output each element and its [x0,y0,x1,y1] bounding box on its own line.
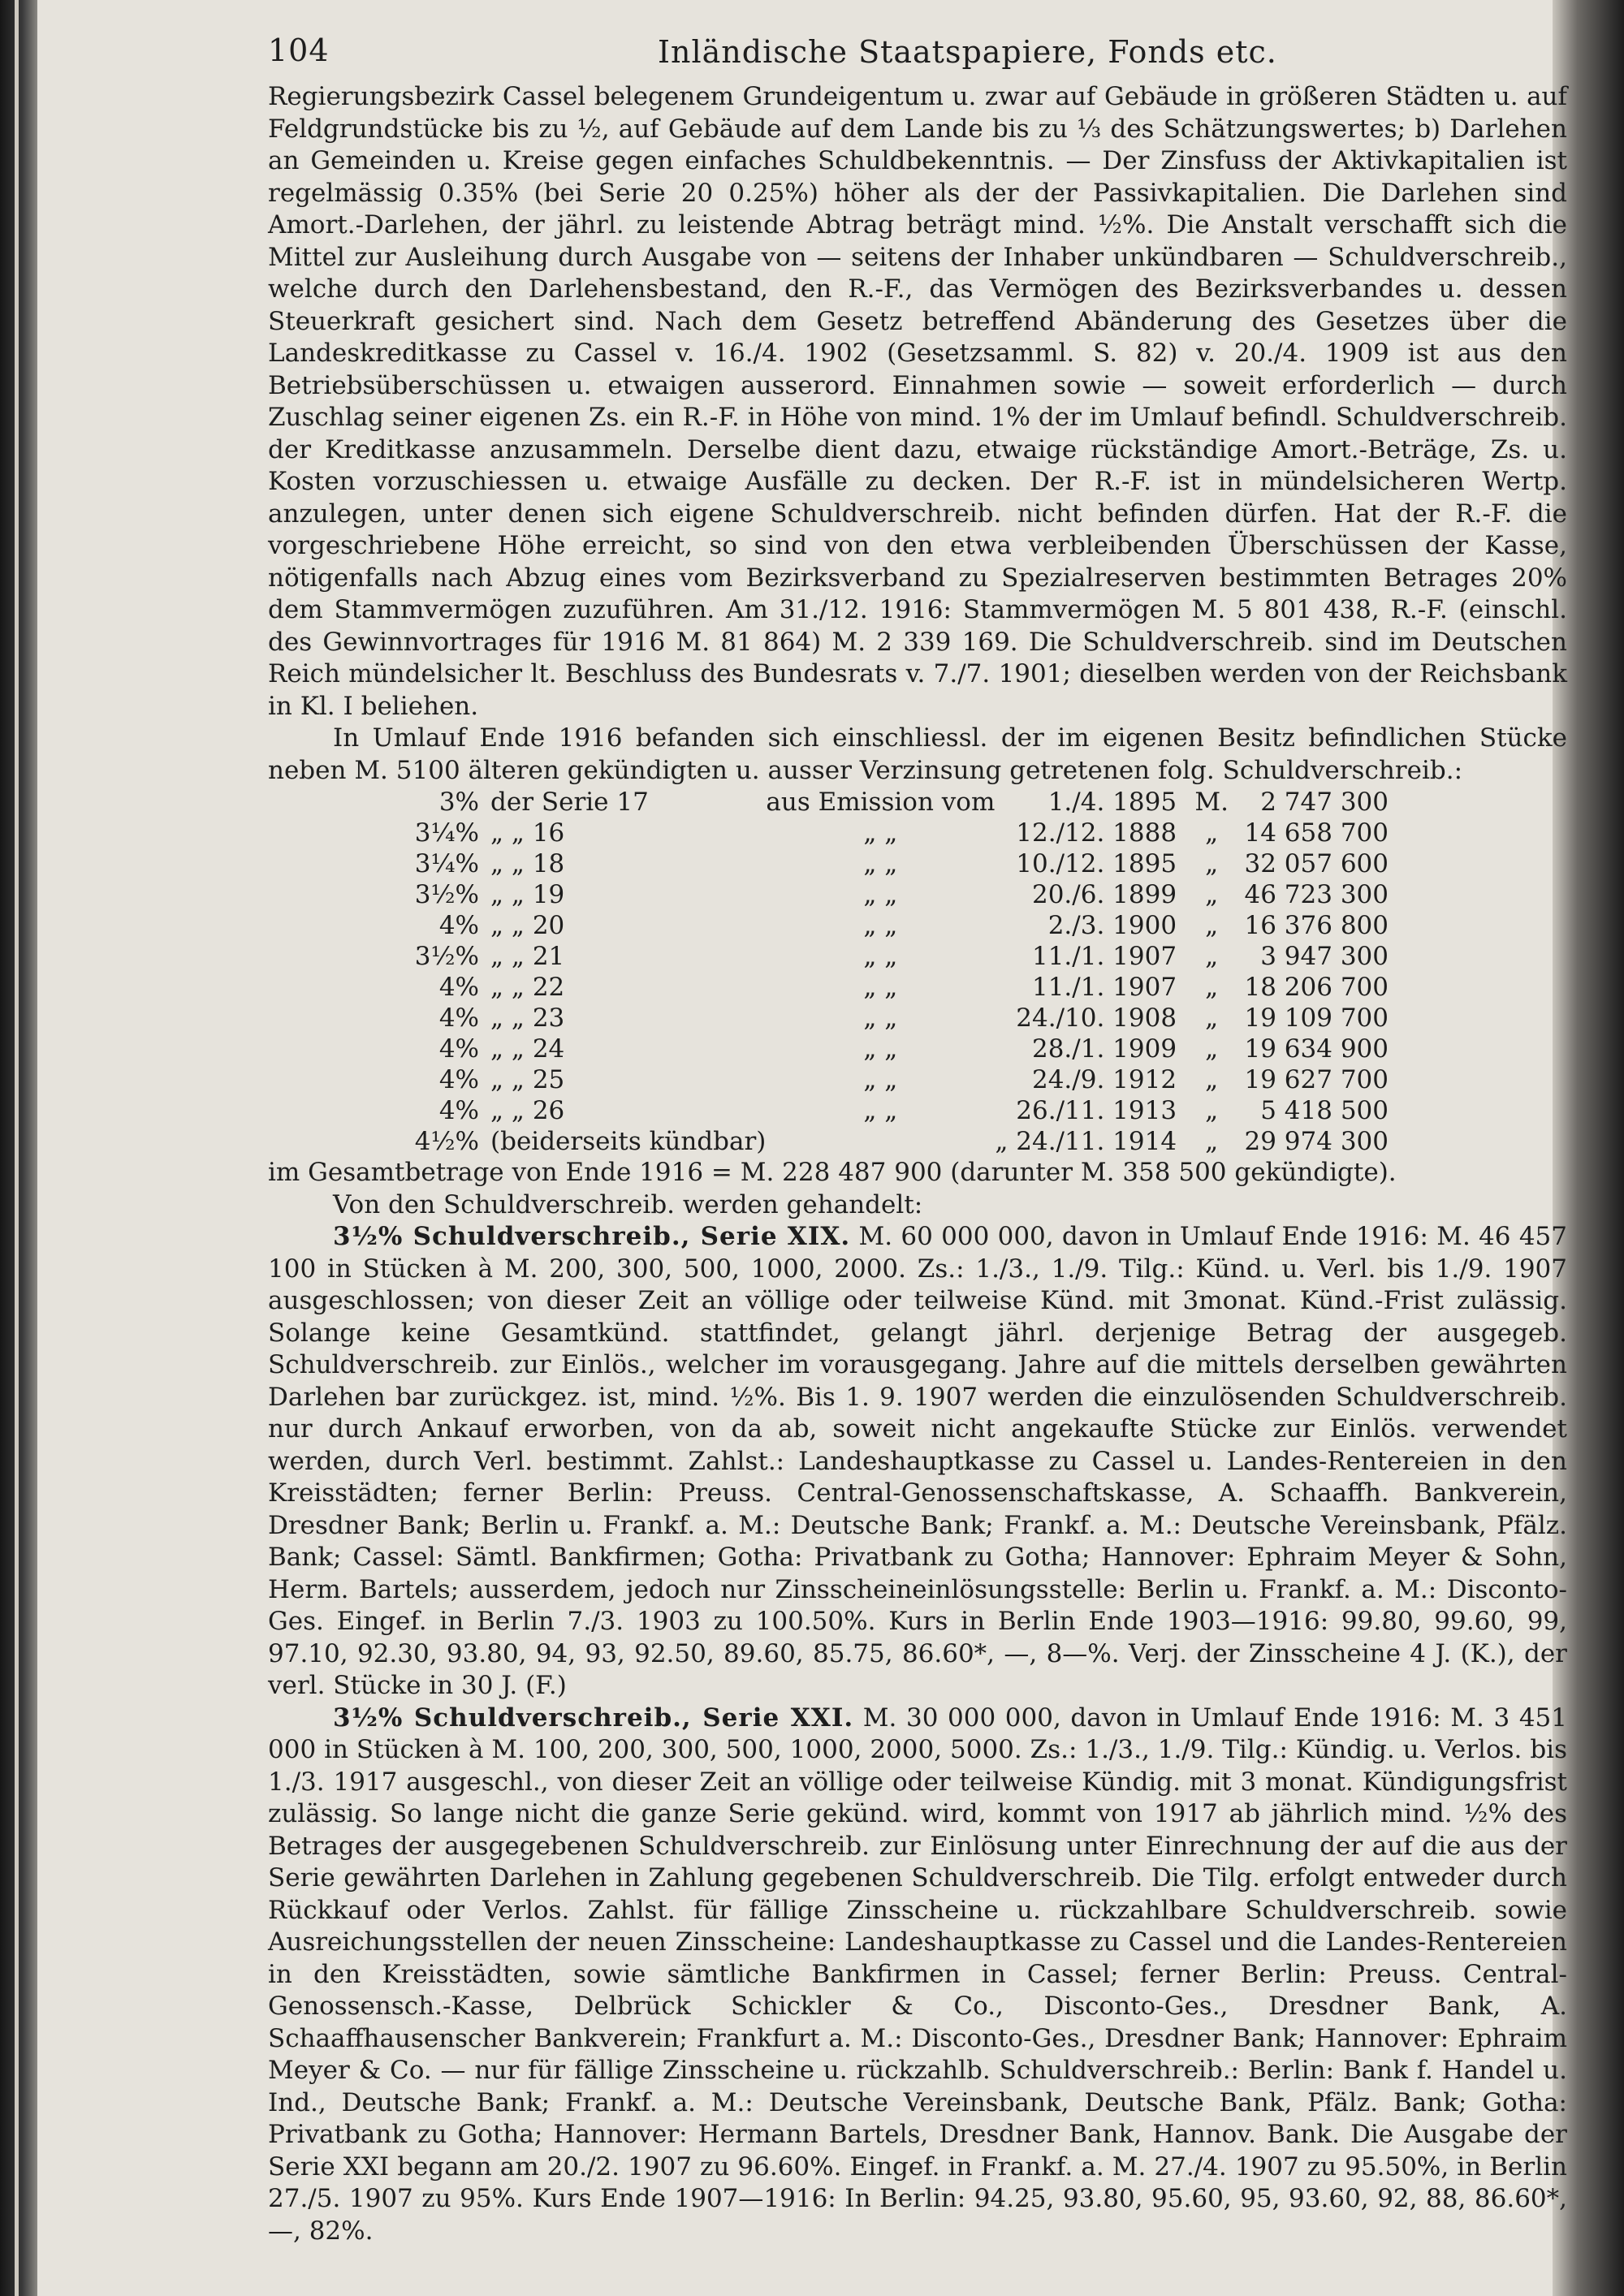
bond-row [268,1064,1389,1095]
running-title: Inländische Staatspapiere, Fonds etc. [658,34,1277,70]
bond-rate: 4% [438,973,479,1002]
bond-amount: 29 974 300 [1244,1127,1389,1156]
bond-emission-label: „ „ [863,973,898,1002]
bond-amount: 19 634 900 [1244,1034,1389,1064]
serie-xxi-title: 3½% Schuldverschreib., Serie XXI. [333,1703,854,1733]
bond-emission-label: „ „ [863,849,898,878]
bond-row [268,941,1389,972]
bond-emission-date: 11./1. 1907 [1031,973,1177,1002]
bond-currency: „ [1205,1034,1219,1064]
bond-emission-date: 20./6. 1899 [1031,880,1177,909]
bond-row [268,910,1389,941]
bond-row [268,1003,1389,1034]
bond-serie: „ „ 26 [490,1096,565,1125]
bond-currency: „ [1205,880,1219,909]
bond-rate: 3½% [414,880,479,909]
bond-row [268,1095,1389,1126]
bond-emission-date: 12./12. 1888 [1016,818,1177,848]
bond-serie: „ „ 25 [490,1065,565,1094]
bond-row [268,1126,1389,1157]
bond-emission-date: 1./4. 1895 [1047,788,1177,817]
bond-currency: „ [1205,1065,1219,1094]
total-amount-line: im Gesamtbetrage von Ende 1916 = M. 228 487 900 (darunter M. 358 500 gekündigte). [268,1158,1397,1187]
bond-currency: „ [1205,942,1219,971]
bond-row [268,972,1389,1003]
bond-row [268,848,1389,879]
bond-amount: 2 747 300 [1260,788,1389,817]
bond-serie: „ „ 22 [490,973,565,1002]
bond-currency: M. [1194,788,1229,817]
bond-serie: „ „ 18 [490,849,565,878]
serie-xix-body: M. 60 000 000, davon in Umlauf Ende 1916: M. 46 457 100 in Stücken à M. 200, 300, 500, 1000, 2000. Zs.: 1./3., 1./9. Tilg.: Künd. u. Verl. bis 1./9. 1907 ausgeschlossen; von dieser Zeit an völlige oder teilweise Künd. mit 3monat. Künd.-Frist zulässig. Solange keine Gesamtkünd. stattfindet, gelangt jährl. derjenige Betrag der ausgegeb. Schuldverschreib. zur Einlös., welcher im vorausgegang. Jahre auf die mittels derselben gewährten Darlehen bar zurückgez. ist, mind. ½%. Bis 1. 9. 1907 werden die einzulösenden Schuldverschreib. nur durch Ankauf erworben, von da ab, soweit nicht angekaufte Stücke zur Einlös. verwendet werden, durch Verl. bestimmt. Zahlst.: Landeshauptkasse zu Cassel u. Landes-Rentereien in den Kreisstädten; ferner Berlin: Preuss. Central-Genossenschaftskasse, A. Schaaffh. Bankverein, Dresdner Bank; Berlin u. Frankf. a. M.: Deutsche Bank; Frankf. a. M.: Deutsche Vereinsbank, Pfälz. Bank; Cassel: Sämtl. Bankfirmen; Gotha: Privatbank zu Gotha; Hannover: Ephraim Meyer & Sohn, Herm. Bartels; ausserdem, jedoch nur Zinsscheineinlösungsstelle: Berlin u. Frankf. a. M.: Disconto-Ges. Eingef. in Berlin 7./3. 1903 zu 100.50%. Kurs in Berlin Ende 1903—1916: 99.80, 99.60, 99, 97.10, 92.30, 93.80, 94, 93, 92.50, 89.60, 85.75, 86.60*, —, 8—%. Verj. der Zinsscheine 4 J. (K.), der verl. Stücke in 30 J. (F.) [268,1222,1567,1700]
bond-emission-label: „ „ [863,942,898,971]
bond-row [268,1034,1389,1064]
bond-currency: „ [1205,849,1219,878]
page-header [268,24,1567,81]
book-gutter-left [0,0,37,2296]
bond-emission-label: „ „ [863,911,898,940]
bond-serie: „ „ 24 [490,1034,565,1064]
bond-row [268,879,1389,910]
bond-rate: 3¼% [414,849,479,878]
bond-emission-date: 28./1. 1909 [1031,1034,1177,1064]
bond-serie: „ „ 23 [490,1003,565,1033]
bond-amount: 14 658 700 [1244,818,1389,848]
bond-amount: 32 057 600 [1244,849,1389,878]
bond-emission-label: „ „ [863,1065,898,1094]
bond-emission-label: aus Emission vom [766,788,996,817]
document-page [268,24,1567,2281]
bond-serie: „ „ 21 [490,942,565,971]
serie-xix-section [268,1221,1567,1703]
bond-emission-label: „ „ [863,880,898,909]
bond-row [268,818,1389,848]
bond-rate: 3¼% [414,818,479,848]
bond-amount: 18 206 700 [1244,973,1389,1002]
bond-emission-date: 26./11. 1913 [1016,1096,1177,1125]
gutter-stripe [15,0,19,2296]
bond-currency: „ [1205,1003,1219,1033]
bond-amount: 19 109 700 [1244,1003,1389,1033]
bond-emission-label: „ „ [863,818,898,848]
bond-rate: 3½% [414,942,479,971]
page-number: 104 [268,32,330,68]
bond-amount: 5 418 500 [1260,1096,1389,1125]
bond-emission-date: 10./12. 1895 [1016,849,1177,878]
bond-currency: „ [1205,818,1219,848]
bond-amount: 19 627 700 [1244,1065,1389,1094]
bond-series-table [268,787,1389,1157]
bond-emission-label: „ „ [863,1003,898,1033]
bond-currency: „ [1205,1096,1219,1125]
bond-currency: „ [1205,1127,1219,1156]
bond-emission-date: 24./10. 1908 [1016,1003,1177,1033]
bond-rate: 3% [438,788,479,817]
bond-emission-date: 11./1. 1907 [1031,942,1177,971]
bond-serie: „ „ 20 [490,911,565,940]
bond-currency: „ [1205,973,1219,1002]
bond-rate: 4% [438,911,479,940]
bond-serie: „ „ 16 [490,818,565,848]
bond-rate: 4% [438,1096,479,1125]
bond-currency: „ [1205,911,1219,940]
serie-xix-title: 3½% Schuldverschreib., Serie XIX. [333,1222,851,1251]
bond-emission-date: „ 24./11. 1914 [995,1127,1177,1156]
serie-xxi-section [268,1703,1567,2248]
traded-intro: Von den Schuldverschreib. werden gehandelt: [333,1189,923,1219]
bond-emission-label: „ „ [863,1096,898,1125]
body-text [268,81,1567,2247]
bond-row [268,787,1389,818]
paragraph-bank-description: Regierungsbezirk Cassel belegenem Grundeigentum u. zwar auf Gebäude in größeren Städten u. auf Feldgrundstücke bis zu ½, auf Gebäude auf dem Lande bis zu ⅓ des Schätzungswertes; b) Darlehen an Gemeinden u. Kreise gegen einfaches Schuldbekenntnis. — Der Zinsfuss der Aktivkapitalien ist regelmässig 0.35% (bei Serie 20 0.25%) höher als der der Passivkapitalien. Die Darlehen sind Amort.-Darlehen, der jährl. zu leistende Abtrag beträgt mind. ½%. Die Anstalt verschafft sich die Mittel zur Ausleihung durch Ausgabe von — seitens der Inhaber unkündbaren — Schuldverschreib., welche durch den Darlehensbestand, den R.-F., das Vermögen des Bezirksverbandes u. dessen Steuerkraft gesichert sind. Nach dem Gesetz betreffend Abänderung des Gesetzes über die Landeskreditkasse zu Cassel v. 16./4. 1902 (Gesetzsamml. S. 82) v. 20./4. 1909 ist aus den Betriebsüberschüssen u. etwaigen ausserord. Einnahmen sowie — soweit erforderlich — durch Zuschlag seiner eigenen Zs. ein R.-F. in Höhe von mind. 1% der im Umlauf befindl. Schuldverschreib. der Kreditkasse anzusammeln. Derselbe dient dazu, etwaige rückständige Amort.-Beträge, Zs. u. Kosten vorzuschiessen u. etwaige Ausfälle zu decken. Der R.-F. ist in mündelsicheren Wertp. anzulegen, unter denen sich eigene Schuldverschreib. nicht befinden dürfen. Hat der R.-F. die vorgeschriebene Höhe erreicht, so sind von den etwa verbleibenden Überschüssen der Kasse, nötigenfalls nach Abzug eines vom Bezirksverband zu Spezialreserven bestimmten Betrages 20% dem Stammvermögen zuzuführen. Am 31./12. 1916: Stammvermögen M. 5 801 438, R.-F. (einschl. des Gewinnvortrages für 1916 M. 81 864) M. 2 339 169. Die Schuldverschreib. sind im Deutschen Reich mündelsicher lt. Beschluss des Bundesrats v. 7./7. 1901; dieselben werden von der Reichsbank in Kl. I beliehen. [268,82,1567,721]
bond-amount: 16 376 800 [1244,911,1389,940]
paragraph-circulation-intro: In Umlauf Ende 1916 befanden sich einschliessl. der im eigenen Besitz befindlichen Stücke neben M. 5100 älteren gekündigten u. ausser Verzinsung getretenen folg. Schuldverschreib.: [268,723,1567,785]
bond-rate: 4% [438,1003,479,1033]
bond-emission-label: „ „ [863,1034,898,1064]
bond-amount: 3 947 300 [1260,942,1389,971]
bond-serie: (beiderseits kündbar) [490,1127,767,1156]
bond-rate: 4½% [414,1127,479,1156]
bond-emission-label [766,1126,995,1157]
bond-emission-date: 2./3. 1900 [1047,911,1177,940]
serie-xxi-body: M. 30 000 000, davon in Umlauf Ende 1916: M. 3 451 000 in Stücken à M. 100, 200, 300, 500, 1000, 2000, 5000. Zs.: 1./3., 1./9. Tilg.: Kündig. u. Verlos. bis 1./3. 1917 ausgeschl., von dieser Zeit an völlige oder teilweise Kündig. mit 3 monat. Kündigungsfrist zulässig. So lange nicht die ganze Serie gekünd. wird, kommt von 1917 ab jährlich mind. ½% des Betrages der ausgegebenen Schuldverschreib. zur Einlösung unter Einrechnung der auf die aus der Serie gewährten Darlehen in Zahlung gegebenen Schuldverschreib. Die Tilg. erfolgt entweder durch Rückkauf oder Verlos. Zahlst. für fällige Zinsscheine u. rückzahlbare Schuldverschreib. sowie Ausreichungsstellen der neuen Zinsscheine: Landeshauptkasse zu Cassel und die Landes-Rentereien in den Kreisstädten, sowie sämtliche Bankfirmen in Cassel; ferner Berlin: Preuss. Central-Genossensch.-Kasse, Delbrück Schickler & Co., Disconto-Ges., Dresdner Bank, A. Schaaffhausenscher Bankverein; Frankfurt a. M.: Disconto-Ges., Dresdner Bank; Hannover: Ephraim Meyer & Co. — nur für fällige Zinsscheine u. rückzahlb. Schuldverschreib.: Berlin: Bank f. Handel u. Ind., Deutsche Bank; Frankf. a. M.: Deutsche Vereinsbank, Deutsche Bank, Pfälz. Bank; Gotha: Privatbank zu Gotha; Hannover: Hermann Bartels, Dresdner Bank, Hannov. Bank. Die Ausgabe der Serie XXI begann am 20./2. 1907 zu 96.60%. Eingef. in Frankf. a. M. 27./4. 1907 zu 95.50%, in Berlin 27./5. 1907 zu 95%. Kurs Ende 1907—1916: In Berlin: 94.25, 93.80, 95.60, 95, 93.60, 92, 88, 86.60*, —, 82%. [268,1703,1567,2246]
bond-amount: 46 723 300 [1244,880,1389,909]
bond-serie: der Serie 17 [490,788,649,817]
bond-serie: „ „ 19 [490,880,565,909]
bond-emission-date: 24./9. 1912 [1031,1065,1177,1094]
bond-rate: 4% [438,1065,479,1094]
bond-rate: 4% [438,1034,479,1064]
